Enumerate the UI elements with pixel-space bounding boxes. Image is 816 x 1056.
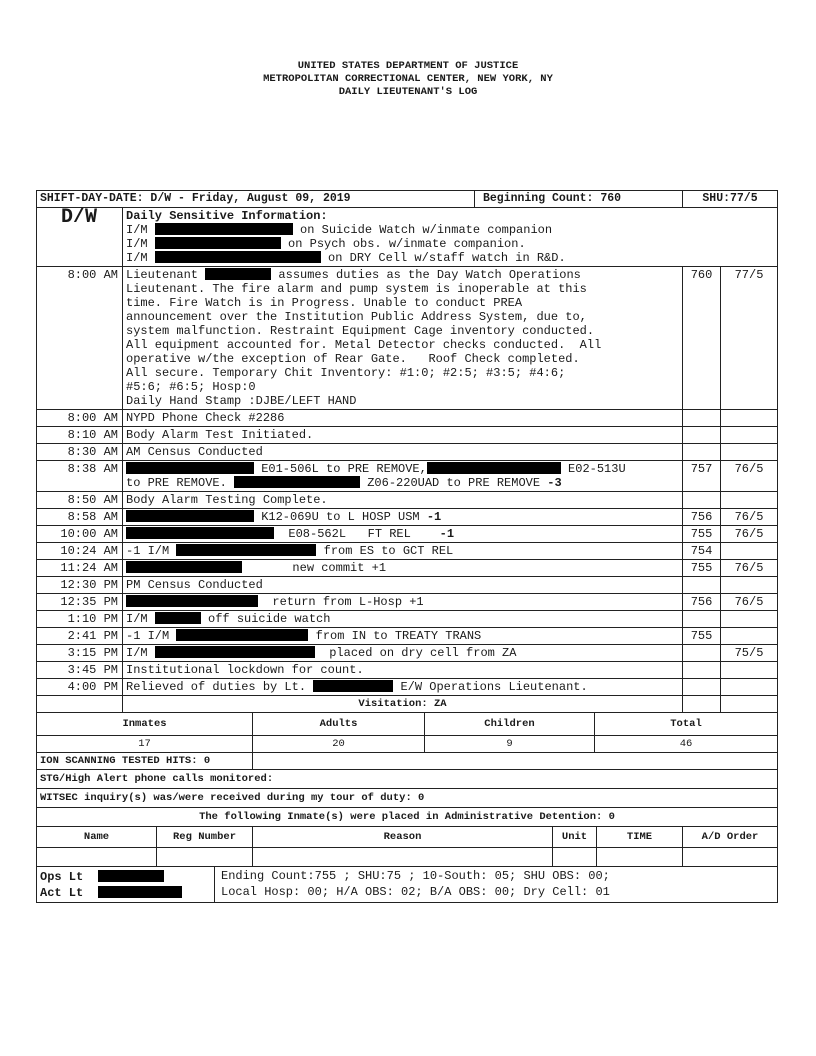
entry-text-part: assumes duties as the Day Watch Operations [278,268,581,282]
entry-line: Lieutenant. The fire alarm and pump system is inoperable at this [126,282,587,296]
entry-count [683,444,721,460]
entry-time: 3:15 PM [37,645,123,661]
visit-children: 9 [425,736,595,752]
sensitive-title: Daily Sensitive Information: [126,209,328,223]
entry-count [683,645,721,661]
entry-time: 12:30 PM [37,577,123,593]
entry-text: NYPD Phone Check #2286 [123,410,683,426]
entry-shu: 76/5 [734,595,764,609]
entry-time: 2:41 PM [37,628,123,644]
redaction [155,237,281,249]
entry-shu [721,628,777,644]
entry-text: Body Alarm Test Initiated. [123,427,683,443]
entry-time: 1:10 PM [37,611,123,627]
entry-shu [721,427,777,443]
log-entry [37,427,777,444]
admin-cell [553,848,597,866]
ending-summary [215,867,777,902]
entry-count: 756 [683,509,721,525]
entry-count [683,696,721,712]
entry-text-part: E08-562L FT REL [288,527,411,541]
visit-header-inmates: Inmates [37,713,253,735]
witsec-row [37,789,777,808]
entry-text-part: I/M [126,646,148,660]
log-entry [37,662,777,679]
entry-line: operative w/the exception of Rear Gate. Roof Check completed. [126,352,580,366]
shu-count: SHU:77/5 [702,192,758,205]
redaction [155,251,321,263]
admin-detention-title: The following Inmate(s) were placed in Administrative Detention: 0 [199,811,615,823]
admin-header-unit: Unit [553,827,597,847]
redaction [126,462,254,474]
entry-shu [721,577,777,593]
redaction [313,680,393,692]
entry-text [123,628,683,644]
visit-total: 46 [679,738,693,750]
entry-shu: 76/5 [734,527,764,541]
redaction [234,476,360,488]
entry-time: 4:00 PM [37,679,123,695]
redaction [98,886,182,898]
sensitive-row [37,208,777,267]
entry-time: 10:24 AM [37,543,123,559]
entry-delta: -3 [547,476,562,490]
log-entry [37,611,777,628]
entry-count [683,427,721,443]
visit-header-children: Children [425,713,595,735]
entry-shu [721,543,777,559]
entry-count [683,679,721,695]
redaction [126,527,274,539]
entry-shu [721,662,777,678]
entry-text-part: Lieutenant [126,268,199,282]
shift-header-row [37,191,777,208]
entry-time: 8:30 AM [37,444,123,460]
header-title: DAILY LIEUTENANT'S LOG [338,86,478,98]
log-entry [37,577,777,594]
entry-text [123,543,683,559]
entry-time: 8:10 AM [37,427,123,443]
entry-text-part: I/M [126,612,148,626]
entry-count [683,577,721,593]
redaction [98,870,164,882]
sensitive-text-1: on Suicide Watch w/inmate companion [300,223,553,237]
entry-text: PM Census Conducted [123,577,683,593]
log-table [36,190,778,903]
visit-adults: 20 [253,736,425,752]
entry-shu [721,444,777,460]
log-entry [37,267,777,410]
admin-header-time: TIME [597,827,683,847]
entry-text-part: E/W Operations Lieutenant. [400,680,588,694]
entry-count [683,662,721,678]
entry-shu: 76/5 [734,462,764,476]
log-entry [37,509,777,526]
entry-time: 8:00 AM [37,267,123,409]
entry-text-part: K12-069U to L HOSP USM [261,510,420,524]
ion-scanning: ION SCANNING TESTED HITS: 0 [37,753,253,769]
log-entry [37,526,777,543]
entry-count: 755 [683,560,721,576]
redaction [176,629,308,641]
admin-cell [37,848,157,866]
ion-row [37,753,777,770]
entry-shu: 75/5 [734,646,764,660]
sensitive-text-2: on Psych obs. w/inmate companion. [288,237,526,251]
redaction [155,223,293,235]
entry-delta: -1 [439,527,455,541]
redaction [155,646,315,658]
entry-count: 757 [683,461,721,491]
entry-line: All equipment accounted for. Metal Detector checks conducted. All [126,338,602,352]
admin-header-row [37,827,777,848]
header-agency: UNITED STATES DEPARTMENT OF JUSTICE [297,60,519,72]
entry-text: AM Census Conducted [123,444,683,460]
entry-text [123,679,683,695]
entry-text [123,611,683,627]
entry-time: 12:35 PM [37,594,123,610]
entry-text [123,267,683,409]
entry-text [123,461,683,491]
visitation-values-row [37,736,777,753]
entry-line: All secure. Temporary Chit Inventory: #1:0; #2:5; #3:5; #4:6; [126,366,566,380]
log-entry [37,410,777,427]
log-entry [37,492,777,509]
entry-count: 755 [683,526,721,542]
entry-text-part: Z06-220UAD to PRE REMOVE [367,476,541,490]
entry-delta: -1 [426,510,442,524]
log-entry [37,628,777,645]
entry-text-part: Relieved of duties by Lt. [126,680,307,694]
header-facility: METROPOLITAN CORRECTIONAL CENTER, NEW YORK, NY [263,73,553,85]
visitation-title: Visitation: ZA [123,696,683,712]
log-entry [37,645,777,662]
entry-time: 8:38 AM [37,461,123,491]
log-entry [37,543,777,560]
log-entry [37,461,777,492]
sensitive-im-3: I/M [126,251,148,265]
entry-text [123,560,683,576]
admin-empty-row [37,848,777,867]
redaction [126,510,254,522]
entry-line: time. Fire Watch is in Progress. Unable to conduct PREA [126,296,523,310]
entry-time: 8:50 AM [37,492,123,508]
entry-text-part: new commit +1 [292,561,387,575]
log-entry [37,444,777,461]
ops-lt-label: Ops Lt [40,870,84,884]
admin-cell [597,848,683,866]
visit-header-adults: Adults [253,713,425,735]
entry-text-part: to PRE REMOVE. [126,476,227,490]
beginning-count: Beginning Count: 760 [475,191,683,207]
admin-cell [683,848,777,866]
sensitive-im-1: I/M [126,223,148,237]
sensitive-info [123,208,777,266]
entry-shu: 76/5 [734,510,764,524]
entry-text: Body Alarm Testing Complete. [123,492,683,508]
entry-count: 755 [683,628,721,644]
sensitive-im-2: I/M [126,237,148,251]
redaction [155,612,201,624]
ending-summary-line-2: Local Hosp: 00; H/A OBS: 02; B/A OBS: 00; Dry Cell: 01 [221,885,610,899]
entry-text [123,645,683,661]
entry-text [123,594,683,610]
log-entry [37,679,777,696]
admin-header-reason: Reason [253,827,553,847]
entry-text: Institutional lockdown for count. [123,662,683,678]
visit-header-total: Total [670,718,702,730]
entry-time: 8:00 AM [37,410,123,426]
entry-line: Daily Hand Stamp :DJBE/LEFT HAND [126,394,357,408]
entry-line: system malfunction. Restraint Equipment Cage inventory conducted. [126,324,595,338]
entry-time: 8:58 AM [37,509,123,525]
entry-shu [721,492,777,508]
entry-time: 11:24 AM [37,560,123,576]
footer-row [37,867,777,903]
entry-shu [721,696,777,712]
entry-text-part: placed on dry cell from ZA [329,646,517,660]
entry-count: 756 [683,594,721,610]
entry-text-part: return from L-Hosp +1 [272,595,424,609]
entry-shu [721,679,777,695]
act-lt-label: Act Lt [40,886,84,900]
redaction [126,595,258,607]
log-entry [37,560,777,577]
entry-time: 3:45 PM [37,662,123,678]
entry-text-part: -1 I/M [126,544,170,558]
entry-text-part: off suicide watch [208,612,331,626]
sensitive-text-3: on DRY Cell w/staff watch in R&D. [328,251,566,265]
entry-time [37,696,123,712]
admin-header-ad: A/D Order [701,831,759,843]
entry-shu: 76/5 [734,561,764,575]
entry-text [123,509,683,525]
admin-title-row [37,808,777,827]
entry-count: 754 [683,543,721,559]
document-header [0,60,816,99]
shift-day-date: SHIFT-DAY-DATE: D/W - Friday, August 09, 2019 [37,191,475,207]
visit-inmates: 17 [37,736,253,752]
entry-count: 760 [683,267,721,409]
admin-cell [253,848,553,866]
entry-count [683,410,721,426]
shift-code: D/W [37,208,123,266]
entry-shu: 77/5 [734,268,764,282]
admin-header-reg: Reg Number [157,827,253,847]
entry-line: #5:6; #6:5; Hosp:0 [126,380,256,394]
signature-block [37,867,215,902]
entry-text-part: from ES to GCT REL [323,544,454,558]
ending-summary-line-1: Ending Count:755 ; SHU:75 ; 10-South: 05; SHU OBS: 00; [221,869,610,883]
visitation-title-row [37,696,777,713]
admin-cell [157,848,253,866]
redaction [205,268,271,280]
entry-text-part: from IN to TREATY TRANS [315,629,482,643]
log-entry [37,594,777,611]
stg-monitored: STG/High Alert phone calls monitored: [40,773,274,785]
redaction [427,462,561,474]
visitation-header-row [37,713,777,736]
redaction [126,561,242,573]
admin-header-name: Name [37,827,157,847]
witsec-inquiry: WITSEC inquiry(s) was/were received during my tour of duty: 0 [40,792,425,804]
stg-row [37,770,777,789]
ion-blank [253,753,777,769]
entry-shu [721,611,777,627]
entry-count [683,611,721,627]
entry-shu [721,410,777,426]
entry-time: 10:00 AM [37,526,123,542]
redaction [176,544,316,556]
entry-line: announcement over the Institution Public Address System, due to, [126,310,587,324]
entry-text-part: E02-513U [568,462,626,476]
entry-text-part: -1 I/M [126,629,170,643]
entry-text-part: E01-506L to PRE REMOVE, [261,462,427,476]
entry-count [683,492,721,508]
entry-text [123,526,683,542]
